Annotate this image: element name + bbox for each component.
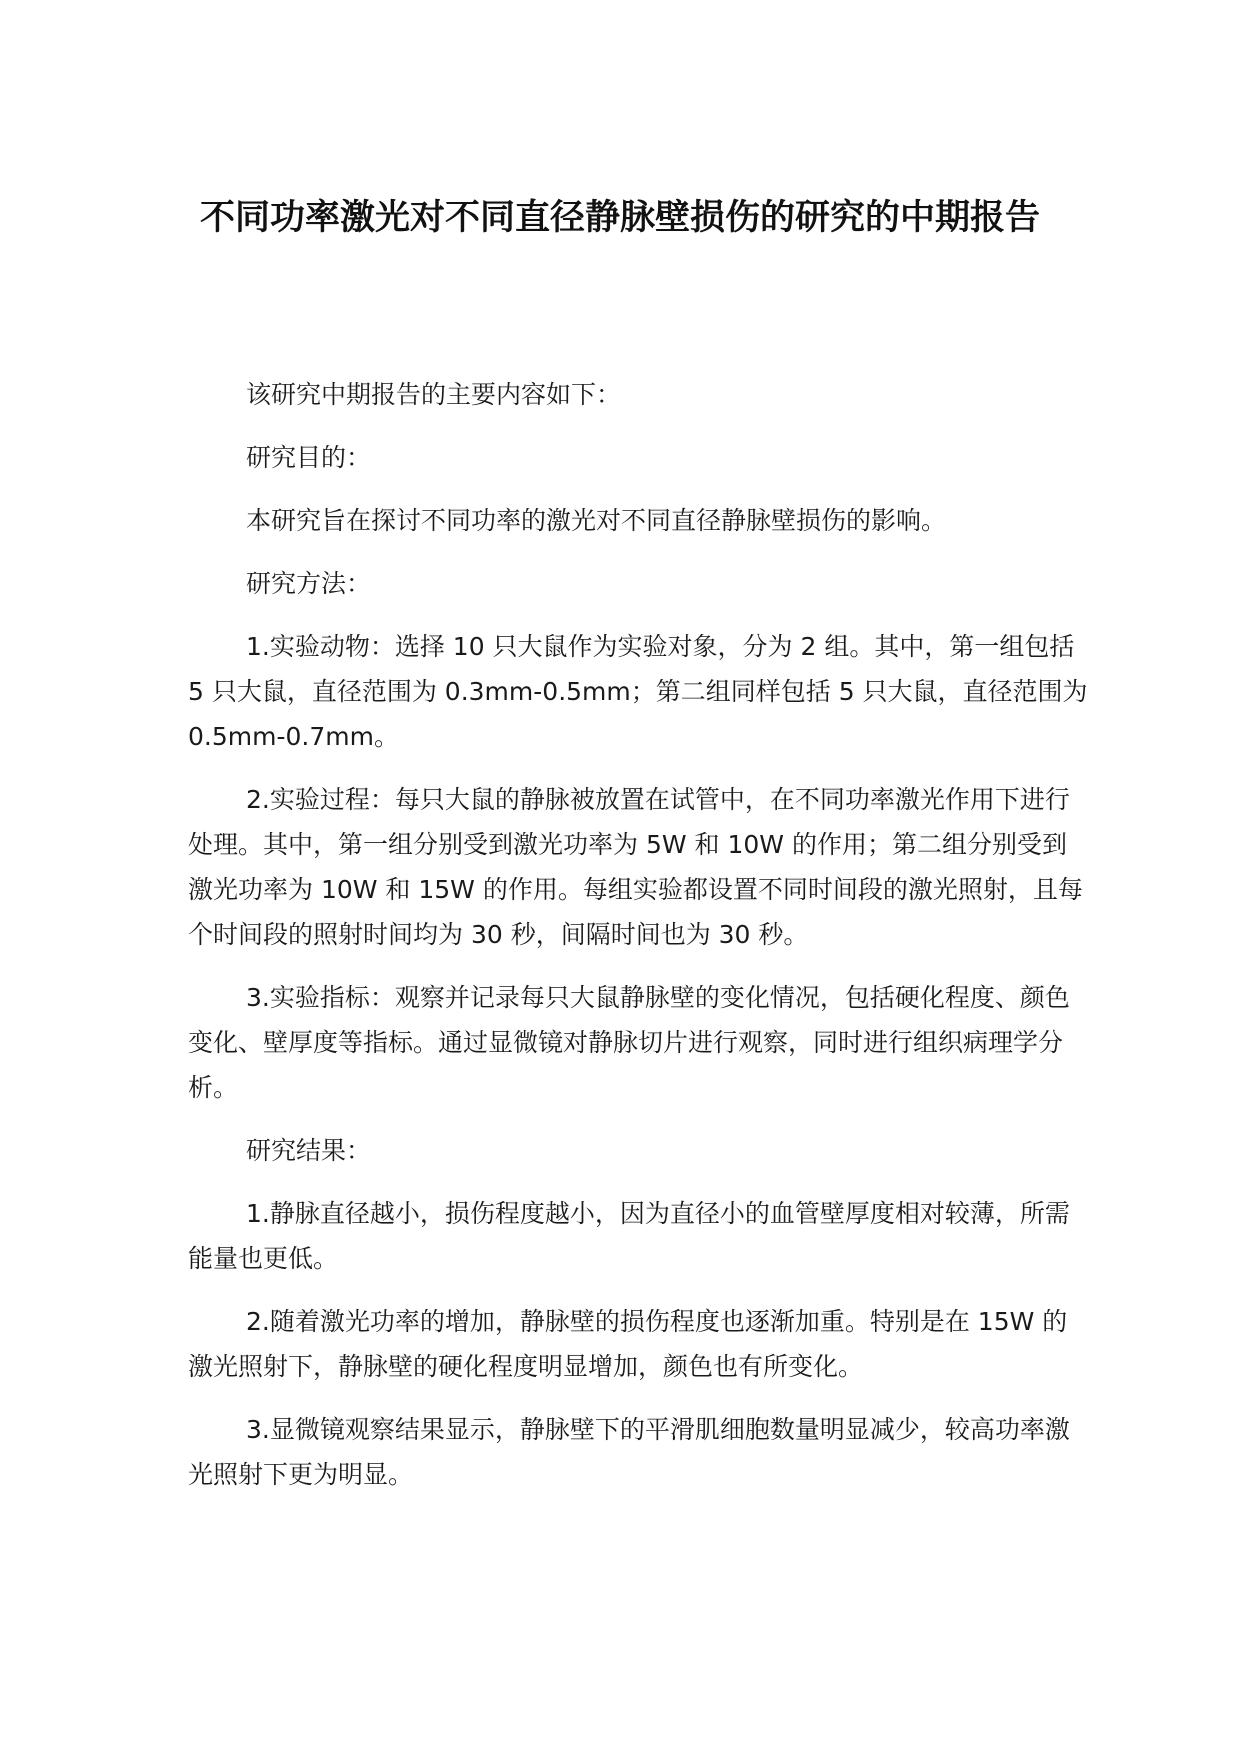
paragraph-method-process: 2.实验过程：每只大鼠的静脉被放置在试管中，在不同功率激光作用下进行处理。其中，第一组分别受到激光功率为 5W 和 10W 的作用；第二组分别受到激光功率为 10W 和 15W 的作用。每组实验都设置不同时间段的激光照射，且每个时间段的照射时间均为 30 秒，间隔时间也为 30 秒。 (188, 785, 1083, 949)
paragraph-intro: 该研究中期报告的主要内容如下： (246, 380, 622, 409)
paragraph-method-indicators: 3.实验指标：观察并记录每只大鼠静脉壁的变化情况，包括硬化程度、颜色变化、壁厚度等指标。通过显微镜对静脉切片进行观察，同时进行组织病理学分析。 (188, 983, 1070, 1102)
heading-purpose: 研究目的： (246, 443, 372, 472)
paragraph-result-1: 1.静脉直径越小，损伤程度越小，因为直径小的血管壁厚度相对较薄，所需能量也更低。 (188, 1199, 1070, 1273)
paragraph-result-3: 3.显微镜观察结果显示，静脉壁下的平滑肌细胞数量明显减少，较高功率激光照射下更为明显。 (188, 1415, 1070, 1489)
heading-methods: 研究方法： (246, 569, 372, 598)
heading-results: 研究结果： (246, 1136, 372, 1165)
document-body (188, 372, 1088, 1515)
paragraph-result-2: 2.随着激光功率的增加，静脉壁的损伤程度也逐渐加重。特别是在 15W 的激光照射下，静脉壁的硬化程度明显增加，颜色也有所变化。 (188, 1307, 1068, 1381)
paragraph-purpose: 本研究旨在探讨不同功率的激光对不同直径静脉壁损伤的影响。 (246, 506, 947, 535)
paragraph-method-animals: 1.实验动物：选择 10 只大鼠作为实验对象，分为 2 组。其中，第一组包括 5 只大鼠，直径范围为 0.3mm-0.5mm；第二组同样包括 5 只大鼠，直径范围为 0.5mm-0.7mm。 (188, 632, 1088, 751)
document-title: 不同功率激光对不同直径静脉壁损伤的研究的中期报告 (199, 198, 1040, 238)
